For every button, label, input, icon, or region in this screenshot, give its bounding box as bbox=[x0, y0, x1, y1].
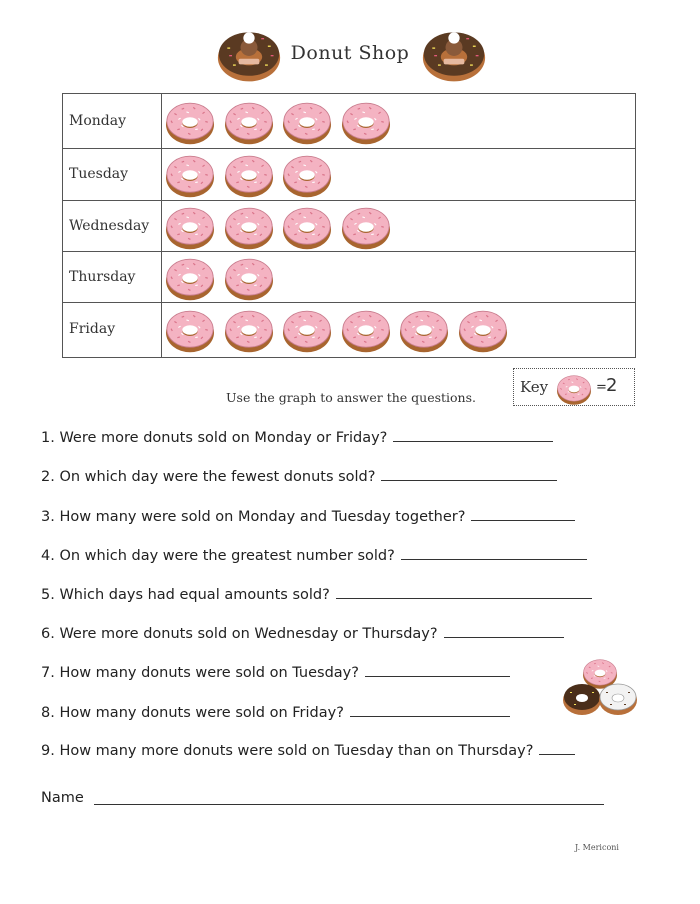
answer-blank[interactable] bbox=[393, 427, 553, 442]
question-text: 5. Which days had equal amounts sold? bbox=[41, 587, 330, 603]
answer-blank[interactable] bbox=[381, 466, 557, 481]
answer-blank[interactable] bbox=[336, 584, 592, 599]
key-label: Key bbox=[520, 378, 549, 396]
answer-blank[interactable] bbox=[444, 623, 564, 638]
question-1 bbox=[41, 427, 553, 446]
donut-icon bbox=[223, 151, 275, 199]
question-text: 6. Were more donuts sold on Wednesday or Thursday? bbox=[41, 626, 438, 642]
question-8 bbox=[41, 702, 510, 721]
donut-icon bbox=[164, 203, 216, 251]
chocolate-donut-icon bbox=[562, 680, 602, 716]
donut-icon bbox=[340, 203, 392, 251]
row-label: Thursday bbox=[69, 268, 136, 285]
question-text: 7. How many donuts were sold on Tuesday? bbox=[41, 665, 359, 681]
question-text: 1. Were more donuts sold on Monday or Friday? bbox=[41, 430, 388, 446]
question-text: 2. On which day were the fewest donuts sold? bbox=[41, 469, 376, 485]
question-text: 9. How many more donuts were sold on Tuesday than on Thursday? bbox=[41, 743, 534, 759]
question-3 bbox=[41, 506, 575, 525]
question-9 bbox=[41, 740, 575, 759]
question-4 bbox=[41, 545, 587, 564]
donut-icon bbox=[457, 306, 509, 354]
page-title: Donut Shop bbox=[290, 42, 410, 64]
question-5 bbox=[41, 584, 592, 603]
row-label: Wednesday bbox=[69, 217, 150, 234]
question-text: 4. On which day were the greatest number sold? bbox=[41, 548, 395, 564]
chart-row-thursday bbox=[63, 252, 635, 303]
instructions: Use the graph to answer the questions. bbox=[226, 390, 476, 405]
chart-row-monday bbox=[63, 94, 635, 149]
donut-icon bbox=[223, 254, 275, 302]
name-input-line[interactable] bbox=[94, 804, 604, 805]
chocolate-donut-icon bbox=[421, 26, 487, 84]
chart-row-tuesday bbox=[63, 149, 635, 201]
answer-blank[interactable] bbox=[471, 506, 575, 521]
question-6 bbox=[41, 623, 564, 642]
row-label: Monday bbox=[69, 112, 126, 129]
chart-key bbox=[513, 368, 635, 406]
name-label: Name bbox=[41, 790, 84, 806]
question-2 bbox=[41, 466, 557, 485]
donut-icon bbox=[164, 254, 216, 302]
white-donut-icon bbox=[598, 680, 638, 716]
answer-blank[interactable] bbox=[350, 702, 510, 717]
answer-blank[interactable] bbox=[539, 740, 575, 755]
donut-icon bbox=[340, 306, 392, 354]
donut-icon bbox=[164, 98, 216, 146]
credit: J. Mericoni bbox=[575, 843, 619, 852]
chart-row-friday bbox=[63, 303, 635, 357]
donut-icon bbox=[164, 151, 216, 199]
donut-icon bbox=[281, 203, 333, 251]
donut-icon bbox=[164, 306, 216, 354]
donut-icon bbox=[398, 306, 450, 354]
question-text: 3. How many were sold on Monday and Tuesday together? bbox=[41, 509, 466, 525]
chart-row-wednesday bbox=[63, 201, 635, 252]
answer-blank[interactable] bbox=[401, 545, 587, 560]
donut-icon bbox=[223, 203, 275, 251]
row-label: Tuesday bbox=[69, 166, 129, 182]
answer-blank[interactable] bbox=[365, 662, 510, 677]
row-label: Friday bbox=[69, 321, 116, 337]
donut-icon bbox=[223, 98, 275, 146]
header bbox=[0, 22, 700, 92]
question-text: 8. How many donuts were sold on Friday? bbox=[41, 705, 344, 721]
donut-icon bbox=[223, 306, 275, 354]
donut-icon bbox=[281, 98, 333, 146]
donut-icon bbox=[281, 151, 333, 199]
pictograph-chart bbox=[62, 93, 636, 358]
key-value: 2 bbox=[606, 375, 618, 396]
chocolate-donut-icon bbox=[216, 26, 282, 84]
donut-key-icon bbox=[554, 372, 594, 406]
question-7 bbox=[41, 662, 510, 681]
donut-icon bbox=[281, 306, 333, 354]
donut-icon bbox=[340, 98, 392, 146]
key-equals: = bbox=[596, 380, 607, 395]
